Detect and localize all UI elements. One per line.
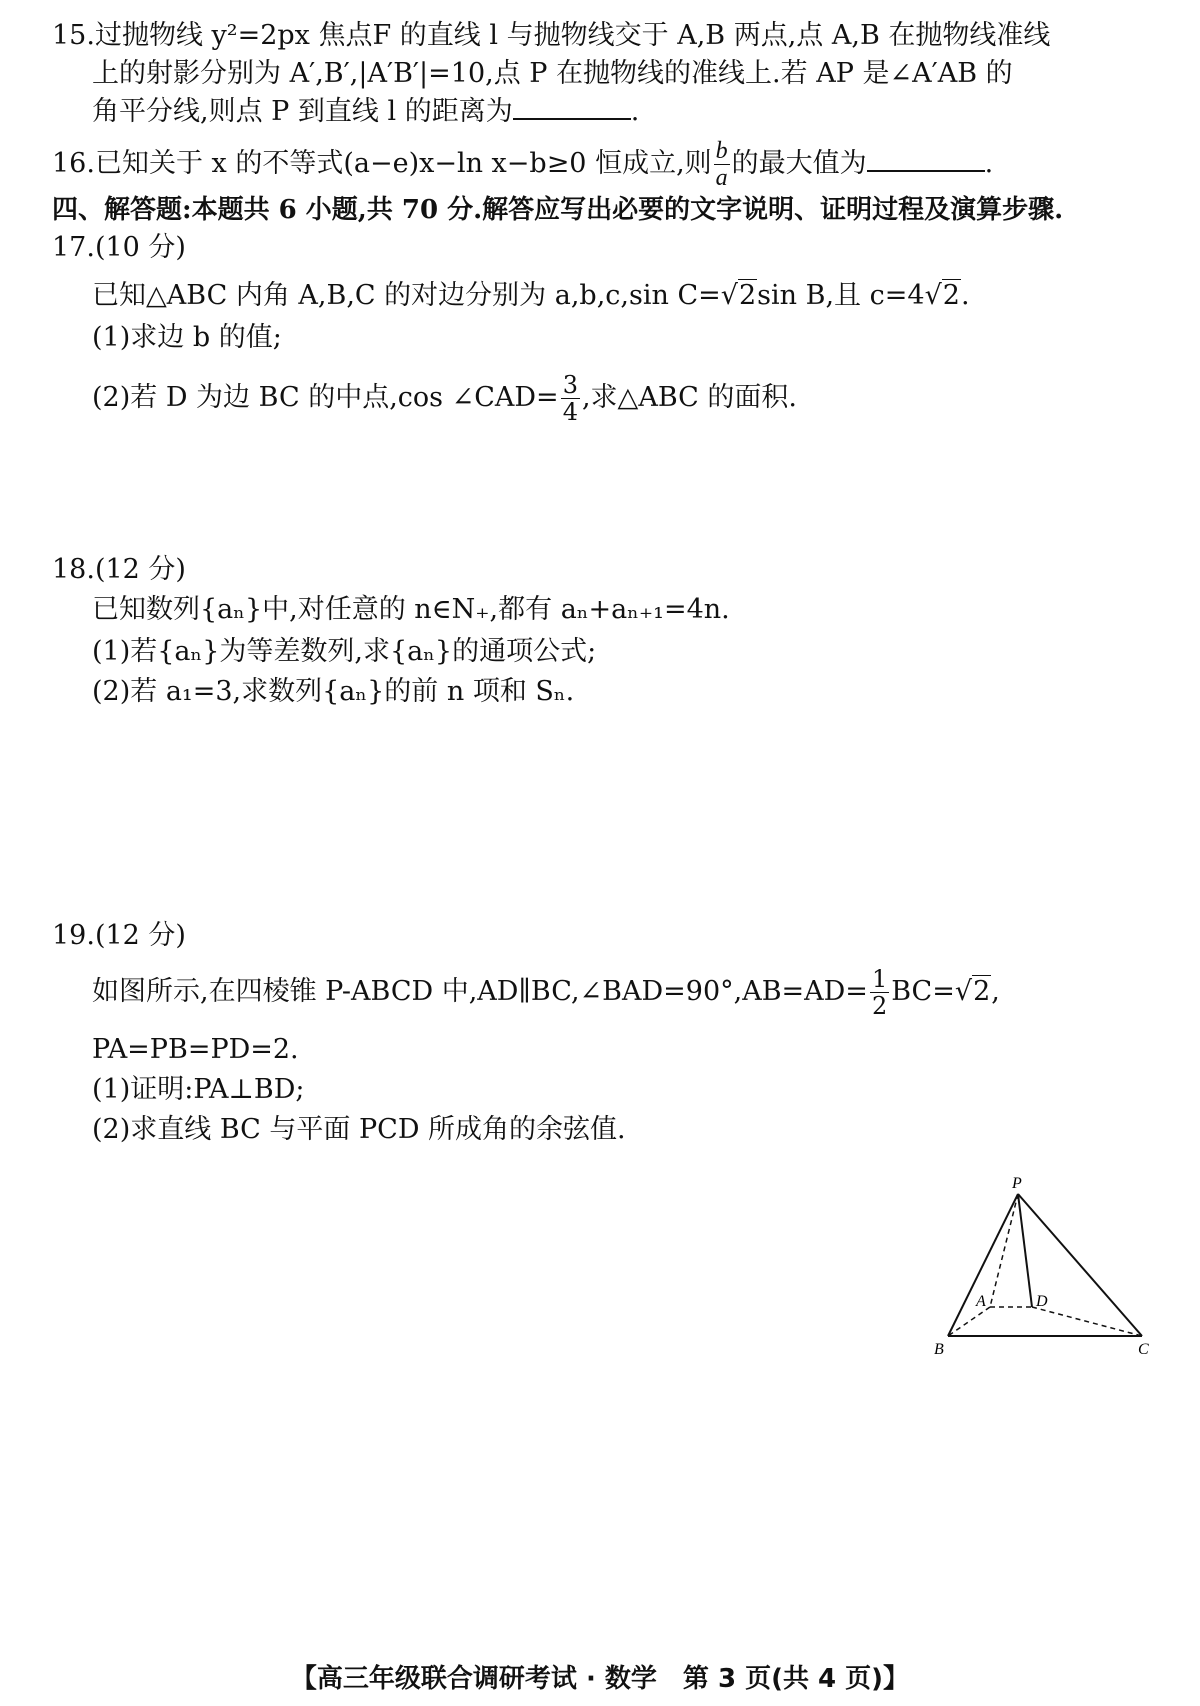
- q18-header: 18.(12 分): [52, 554, 186, 585]
- edge-pc: [1018, 1194, 1142, 1336]
- label-a: A: [976, 1293, 986, 1310]
- q15-line2: 上的射影分别为 A′,B′,|A′B′|=10,点 P 在抛物线的准线上.若 AP 是∠A′AB 的: [92, 58, 1013, 89]
- q17-stem: 已知△ABC 内角 A,B,C 的对边分别为 a,b,c,sin C=√2sin B,且 c=4√2.: [92, 280, 970, 311]
- q15-end: .: [630, 96, 640, 127]
- q17-header: 17.(10 分): [52, 232, 186, 263]
- q19-part2: (2)求直线 BC 与平面 PCD 所成角的余弦值.: [92, 1114, 626, 1145]
- q15-line1: 15.过抛物线 y²=2px 焦点F 的直线 l 与抛物线交于 A,B 两点,点 A,B 在抛物线准线: [52, 20, 1051, 51]
- q17-part1: (1)求边 b 的值;: [92, 322, 282, 353]
- q17-stem-b: sin B,且 c=4: [757, 280, 925, 311]
- edge-dc: [1032, 1307, 1142, 1336]
- q19-stem-a: 如图所示,在四棱锥 P-ABCD 中,AD∥BC,∠BAD=90°,AB=AD=: [92, 976, 868, 1007]
- q16-prefix: 16.已知关于 x 的不等式(a−e)x−ln x−b≥0 恒成立,则: [52, 148, 712, 179]
- fraction-numerator: b: [715, 138, 728, 164]
- q17-part2-a: (2)若 D 为边 BC 的中点,cos ∠CAD=: [92, 382, 559, 413]
- q19-header: 19.(12 分): [52, 920, 186, 951]
- section-heading: 四、解答题:本题共 6 小题,共 70 分.解答应写出必要的文字说明、证明过程及演算步骤.: [52, 195, 1064, 225]
- q18-part2: (2)若 a₁=3,求数列{aₙ}的前 n 项和 Sₙ.: [92, 676, 575, 707]
- q19-fraction: [870, 966, 889, 1019]
- q17-part2: [92, 372, 797, 425]
- fraction-numerator: 3: [562, 371, 578, 399]
- q18-part1: (1)若{aₙ}为等差数列,求{aₙ}的通项公式;: [92, 636, 597, 667]
- q17-stem-a: 已知△ABC 内角 A,B,C 的对边分别为 a,b,c,sin C=: [92, 280, 721, 311]
- edge-pa: [990, 1194, 1018, 1307]
- sqrt-value: 2: [973, 976, 991, 1007]
- q18-stem: 已知数列{aₙ}中,对任意的 n∈N₊,都有 aₙ+aₙ₊₁=4n.: [92, 594, 730, 625]
- label-d: D: [1036, 1293, 1048, 1310]
- label-b: B: [934, 1341, 944, 1358]
- fraction-numerator: 1: [871, 965, 888, 993]
- answer-blank: [867, 144, 985, 172]
- q19-stem: 如图所示,在四棱锥 P-ABCD 中,AD∥BC,∠BAD=90°,AB=AD= $\frac{1}{2}$ BC=√2,: [92, 965, 1000, 1020]
- sqrt-value: 2: [738, 280, 757, 311]
- label-c: C: [1138, 1341, 1149, 1358]
- sqrt-value: 2: [942, 280, 960, 311]
- q19-stem2: PA=PB=PD=2.: [92, 1034, 299, 1065]
- fraction-denominator: a: [715, 165, 728, 191]
- q15-line3: [92, 92, 639, 132]
- answer-blank: [513, 92, 631, 120]
- q17-stem-c: .: [960, 280, 970, 311]
- label-p: P: [1012, 1175, 1022, 1192]
- q16-suffix: 的最大值为: [731, 148, 867, 179]
- q16-end: .: [984, 148, 994, 179]
- q19-stem-b: BC=: [891, 976, 955, 1007]
- q19-stem-c: ,: [991, 976, 1000, 1007]
- q16-line: [52, 138, 993, 191]
- q15-line3-text: 角平分线,则点 P 到直线 l 的距离为: [92, 96, 513, 127]
- q19-part1: (1)证明:PA⊥BD;: [92, 1074, 305, 1105]
- edge-pd: [1018, 1194, 1032, 1307]
- q17-part2-b: ,求△ABC 的面积.: [581, 382, 797, 413]
- q16-fraction: [714, 138, 730, 191]
- pyramid-figure: [930, 1170, 1160, 1370]
- page-footer: 【高三年级联合调研考试 · 数学 第 3 页(共 4 页)】: [290, 1664, 910, 1694]
- edge-pb: [948, 1194, 1018, 1336]
- fraction-denominator: 2: [871, 992, 888, 1020]
- q17-fraction: [561, 372, 580, 425]
- fraction-denominator: 4: [562, 398, 578, 426]
